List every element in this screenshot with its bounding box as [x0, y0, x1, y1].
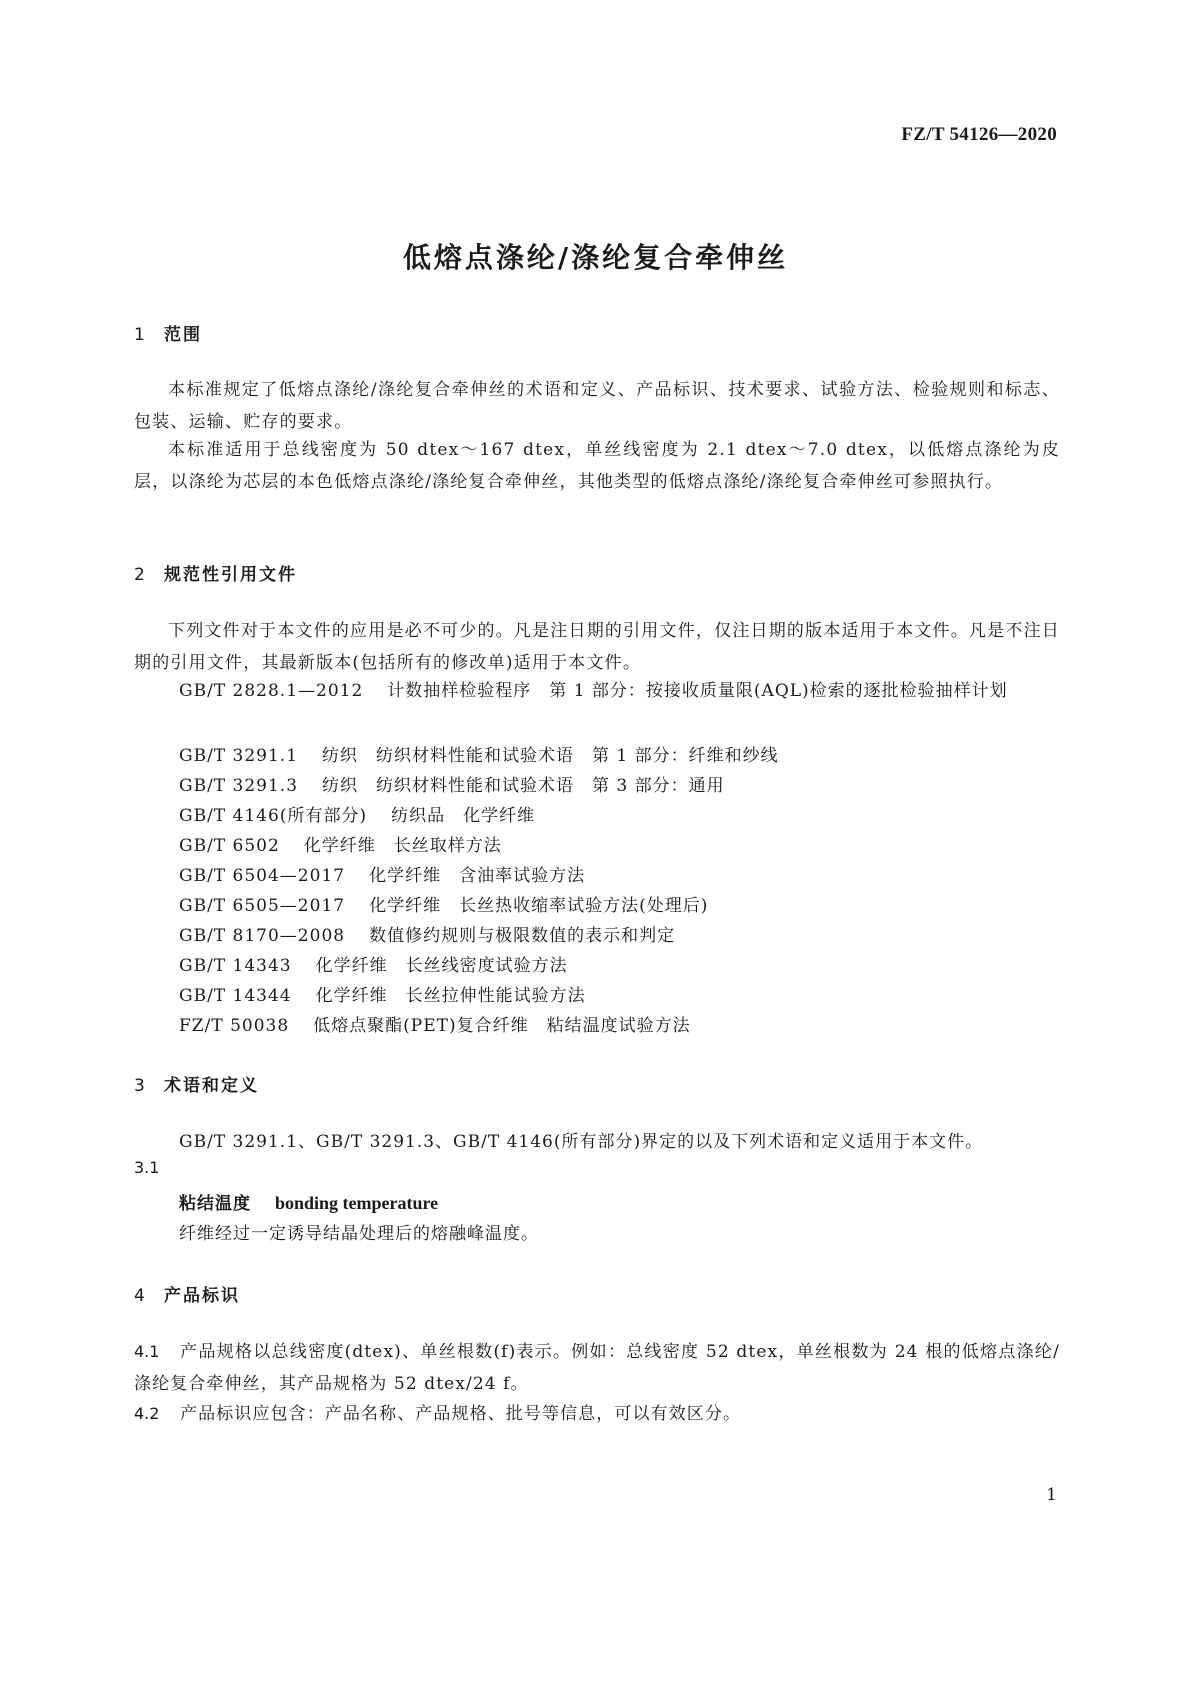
- section-title: 术语和定义: [164, 1076, 259, 1096]
- page-number: 1: [1046, 1485, 1057, 1505]
- reference-code: FZ/T 50038: [179, 1016, 290, 1036]
- reference-title: 化学纤维 长丝拉伸性能试验方法: [315, 986, 586, 1006]
- reference-code: GB/T 3291.1: [179, 746, 299, 766]
- term-english: bonding temperature: [275, 1193, 439, 1213]
- reference-title: 化学纤维 长丝线密度试验方法: [315, 956, 568, 976]
- reference-code: GB/T 2828.1—2012: [179, 681, 364, 701]
- reference-item: [179, 741, 779, 766]
- reference-code: GB/T 14344: [179, 986, 292, 1006]
- reference-code: GB/T 3291.3: [179, 776, 299, 796]
- reference-title: 计数抽样检验程序 第 1 部分：按接收质量限(AQL)检索的逐批检验抽样计划: [387, 681, 1008, 701]
- reference-item: [179, 1011, 691, 1036]
- standard-code: FZ/T 54126—2020: [901, 124, 1057, 145]
- section-2-heading: [134, 560, 297, 585]
- section-title: 范围: [164, 325, 202, 345]
- reference-item: [179, 951, 568, 976]
- reference-title: 低熔点聚酯(PET)复合纤维 粘结温度试验方法: [313, 1016, 691, 1036]
- section-1-heading: [134, 320, 202, 345]
- reference-title: 纺织 纺织材料性能和试验术语 第 1 部分：纤维和纱线: [322, 746, 779, 766]
- document-title: 低熔点涤纶/涤纶复合牵伸丝: [402, 241, 789, 274]
- reference-title: 化学纤维 含油率试验方法: [369, 866, 586, 886]
- clause-4-2: [134, 1398, 1060, 1430]
- reference-item: [179, 981, 586, 1006]
- reference-item: [179, 801, 535, 826]
- reference-title: 化学纤维 长丝热收缩率试验方法(处理后): [369, 896, 709, 916]
- scope-paragraph-2: 本标准适用于总线密度为 50 dtex～167 dtex，单丝线密度为 2.1 dtex～7.0 dtex，以低熔点涤纶为皮层，以涤纶为芯层的本色低熔点涤纶/涤纶复合牵伸丝，其他类型的低熔点涤纶/涤纶复合牵伸丝可参照执行。: [134, 440, 1060, 492]
- section-title: 产品标识: [164, 1286, 240, 1306]
- reference-item: [134, 675, 1060, 707]
- clause-text: 产品规格以总线密度(dtex)、单丝根数(f)表示。例如：总线密度 52 dtex，单丝根数为 24 根的低熔点涤纶/涤纶复合牵伸丝，其产品规格为 52 dtex/24 f。: [134, 1342, 1060, 1394]
- terms-intro: GB/T 3291.1、GB/T 3291.3、GB/T 4146(所有部分)界定的以及下列术语和定义适用于本文件。: [179, 1132, 984, 1152]
- reference-code: GB/T 6505—2017: [179, 896, 346, 916]
- section-number: 3: [134, 1076, 147, 1096]
- references-intro: 下列文件对于本文件的应用是必不可少的。凡是注日期的引用文件，仅注日期的版本适用于本文件。凡是不注日期的引用文件，其最新版本(包括所有的修改单)适用于本文件。: [134, 621, 1060, 673]
- reference-title: 化学纤维 长丝取样方法: [303, 836, 502, 856]
- section-number: 2: [134, 565, 147, 585]
- clause-4-1: [134, 1336, 1060, 1400]
- clause-number: 4.1: [134, 1342, 160, 1361]
- reference-title: 纺织品 化学纤维: [391, 806, 536, 826]
- term-definition: 纤维经过一定诱导结晶处理后的熔融峰温度。: [179, 1224, 539, 1244]
- term-entry: [179, 1189, 438, 1214]
- reference-item: [179, 831, 502, 856]
- reference-code: GB/T 6502: [179, 836, 280, 856]
- section-3-heading: [134, 1071, 259, 1096]
- reference-code: GB/T 4146(所有部分): [179, 806, 368, 826]
- reference-title: 纺织 纺织材料性能和试验术语 第 3 部分：通用: [322, 776, 725, 796]
- term-chinese: 粘结温度: [179, 1194, 251, 1214]
- section-title: 规范性引用文件: [164, 565, 297, 585]
- reference-code: GB/T 6504—2017: [179, 866, 346, 886]
- reference-item: [179, 921, 675, 946]
- term-number: 3.1: [134, 1158, 160, 1177]
- reference-item: [179, 891, 708, 916]
- section-4-heading: [134, 1281, 240, 1306]
- reference-code: GB/T 14343: [179, 956, 292, 976]
- reference-title: 数值修约规则与极限数值的表示和判定: [369, 926, 676, 946]
- section-number: 4: [134, 1286, 147, 1306]
- reference-item: [179, 861, 585, 886]
- section-number: 1: [134, 325, 147, 345]
- reference-code: GB/T 8170—2008: [179, 926, 346, 946]
- reference-item: [179, 771, 725, 796]
- scope-paragraph-1: 本标准规定了低熔点涤纶/涤纶复合牵伸丝的术语和定义、产品标识、技术要求、试验方法、检验规则和标志、包装、运输、贮存的要求。: [134, 380, 1060, 432]
- clause-number: 4.2: [134, 1404, 160, 1423]
- clause-text: 产品标识应包含：产品名称、产品规格、批号等信息，可以有效区分。: [180, 1404, 742, 1424]
